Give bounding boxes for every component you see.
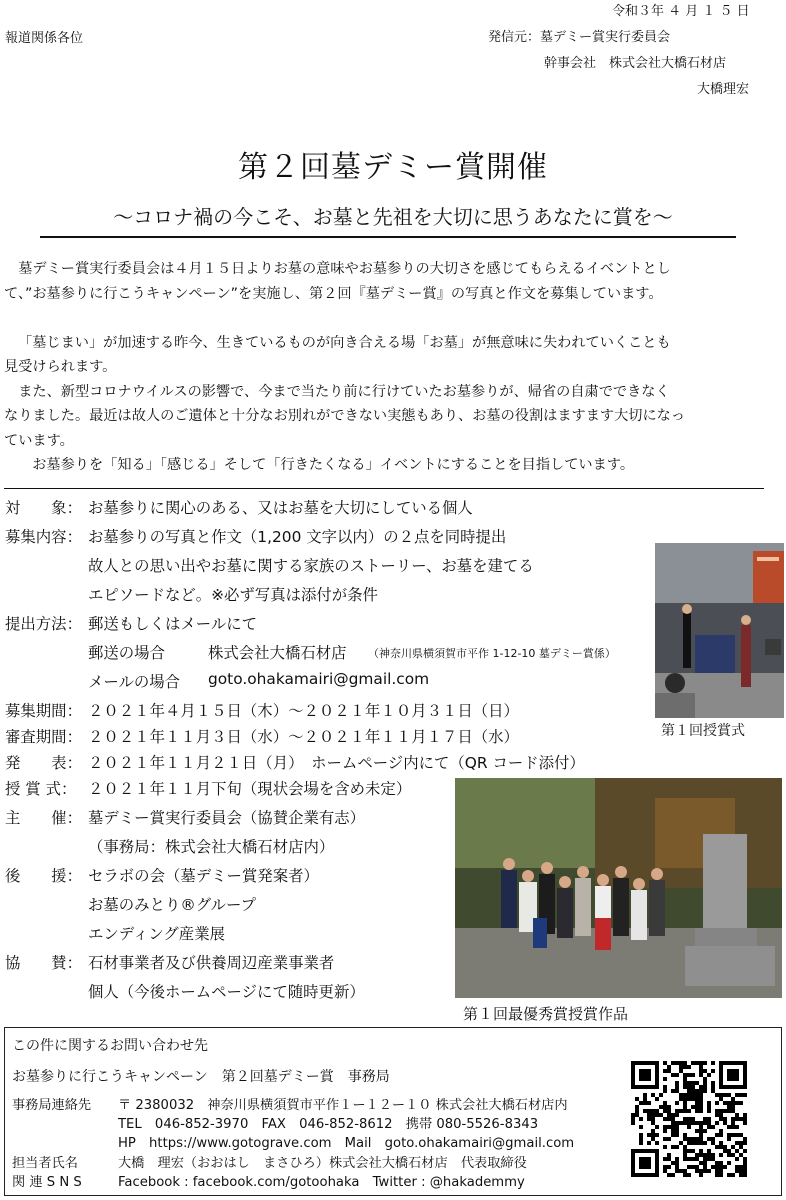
host-value: 墓デミー賞実行委員会（協賛企業有志） — [88, 809, 366, 827]
sns-value: Facebook : facebook.com/gotoohaka Twitter : @hakademmy — [118, 1175, 525, 1190]
review-label: 審査期間： — [5, 728, 82, 746]
office-phones: TEL 046-852-3970 FAX 046-852-8612 携帯 080-5526-8343 — [118, 1117, 539, 1132]
recipient-line: 報道関係各位 — [5, 31, 84, 46]
host-value: （事務局：株式会社大橋石材店内） — [88, 838, 335, 856]
intro-line: ています。 — [4, 432, 74, 449]
support-label: 後 援： — [5, 867, 82, 885]
email-label: メールの場合 — [88, 673, 181, 691]
section-divider — [4, 488, 764, 489]
subtitle-underline — [40, 236, 736, 238]
contact-heading: この件に関するお問い合わせ先 — [12, 1038, 208, 1054]
intro-line: 墓デミー賞実行委員会は４月１５日よりお墓の意味やお墓参りの大切さを感じてもらえるイベントとし — [4, 261, 671, 277]
award-ceremony-illustration — [655, 543, 784, 718]
award-ceremony-photo — [655, 543, 784, 718]
person-label: 担当者氏名 — [12, 1156, 78, 1171]
intro-line: 見受けられます。 — [4, 359, 117, 375]
post-address: （神奈川県横須賀市平作 1-12-10 墓デミー賞係） — [368, 647, 616, 660]
support-value: エンディング産業展 — [88, 925, 225, 943]
post-name: 株式会社大橋石材店 — [208, 644, 347, 662]
announce-value: ２０２１年１１月２１日（月） ホームページ内にて（QR コード添付） — [88, 754, 585, 772]
office-address: 〒 2380032 神奈川県横須賀市平作１ー１２ー１０ 株式会社大橋石材店内 — [118, 1098, 568, 1113]
announce-label: 発 表： — [5, 754, 82, 772]
intro-spacer — [4, 306, 776, 331]
contact-campaign: お墓参りに行こうキャンペーン 第２回墓デミー賞 事務局 — [12, 1069, 390, 1085]
office-label: 事務局連絡先 — [12, 1098, 92, 1113]
intro-line: お墓参りを「知る」「感じる」そして「行きたくなる」イベントにすることを目指しています。 — [18, 457, 635, 473]
intro-line: また、新型コロナウイルスの影響で、今まで当たり前に行けていたお墓参りが、帰省の自粛でできなく — [4, 383, 670, 400]
photo2-caption: 第１回最優秀賞授賞作品 — [463, 1005, 629, 1023]
ceremony-label: 授 賞 式： — [5, 780, 77, 798]
sns-label: 関 連 S N S — [12, 1175, 82, 1190]
page-title: 第２回墓デミー賞開催 — [238, 150, 548, 185]
qr-code-icon — [631, 1061, 747, 1177]
ceremony-value: ２０２１年１１月下旬（現状会場を含め未定） — [88, 780, 412, 798]
post-label: 郵送の場合 — [88, 644, 165, 662]
person-line: 大橋理宏 — [697, 82, 750, 97]
intro-line: 「墓じまい」が加速する昨今、生きているものが向き合える場「お墓」が無意味に失われていくことも — [18, 334, 671, 351]
sponsor-value: 石材事業者及び供養周辺産業事業者 — [88, 954, 335, 972]
intro-line: なりました。最近は故人のご遺体と十分なお別れができない実態もあり、お墓の役割はますます大切になっ — [4, 408, 686, 424]
content-value: エピソードなど。※必ず写真は添付が条件 — [88, 586, 378, 604]
sender-line: 発信元：墓デミー賞実行委員会 — [488, 30, 671, 45]
target-value: お墓参りに関心のある、又はお墓を大切にしている個人 — [88, 499, 473, 517]
page-subtitle: 〜コロナ禍の今こそ、お墓と先祖を大切に思うあなたに賞を〜 — [113, 205, 673, 229]
target-label: 対 象： — [5, 499, 82, 517]
support-value: お墓のみとり®グループ — [88, 896, 257, 914]
best-award-photo — [455, 778, 782, 998]
photo1-caption: 第１回授賞式 — [661, 723, 745, 739]
method-label: 提出方法： — [5, 615, 82, 633]
host-label: 主 催： — [5, 809, 82, 827]
content-label: 募集内容： — [5, 528, 82, 546]
support-value: セラボの会（墓デミー賞発案者） — [88, 867, 319, 885]
method-value: 郵送もしくはメールにて — [88, 615, 257, 633]
intro-line: て、”お墓参りに行こうキャンペーン”を実施し、第２回『墓デミー賞』の写真と作文を募集しています。 — [4, 285, 663, 302]
email-value: goto.ohakamairi@gmail.com — [208, 670, 430, 688]
sponsor-label: 協 賛： — [5, 954, 82, 972]
period-label: 募集期間： — [5, 702, 82, 720]
qr-code[interactable] — [631, 1061, 747, 1177]
best-award-illustration — [455, 778, 782, 998]
content-value: お墓参りの写真と作文（1,200 文字以内）の２点を同時提出 — [88, 528, 507, 546]
sponsor-value: 個人（今後ホームページにて随時更新） — [88, 983, 365, 1001]
review-value: ２０２１年１１月３日（水）〜２０２１年１１月１７日（水） — [88, 728, 519, 746]
content-value: 故人との思い出やお墓に関する家族のストーリー、お墓を建てる — [88, 557, 534, 575]
person-value: 大橋 理宏（おおはし まさひろ）株式会社大橋石材店 代表取締役 — [118, 1156, 527, 1171]
intro-text — [4, 257, 776, 478]
document-date: 令和３年 ４ 月 １ ５ 日 — [612, 4, 750, 19]
period-value: ２０２１年４月１５日（木）〜２０２１年１０月３１日（日） — [88, 702, 519, 720]
organizer-line: 幹事会社 株式会社大橋石材店 — [544, 56, 727, 71]
office-web: HP https://www.gotograve.com Mail goto.ohakamairi@gmail.com — [118, 1136, 575, 1151]
